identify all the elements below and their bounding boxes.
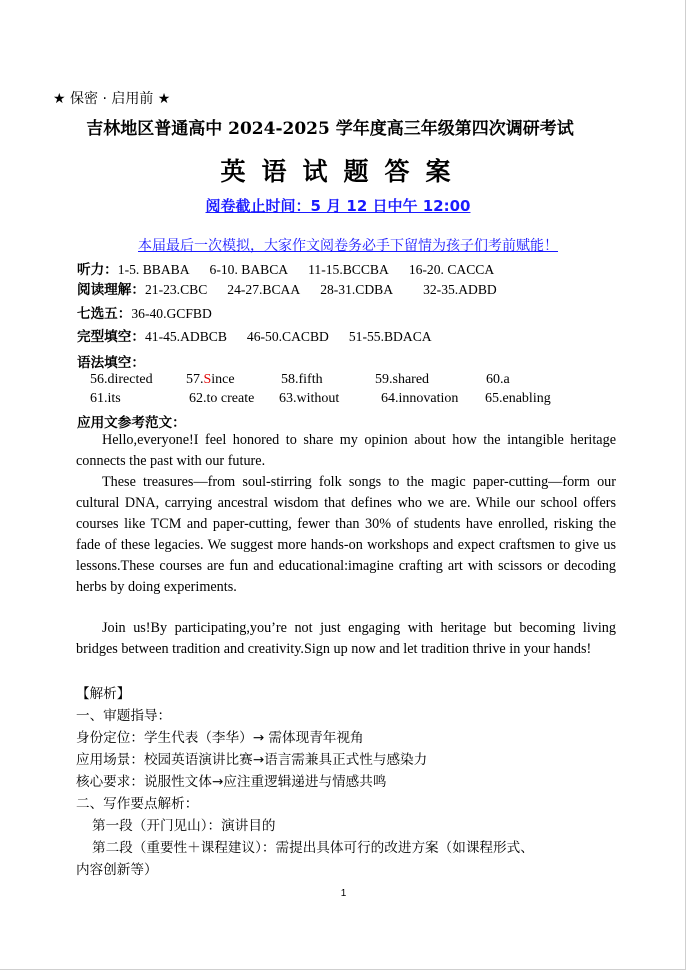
answer-item: 58.fifth xyxy=(281,372,323,387)
answer-item: 64.innovation xyxy=(381,391,459,406)
seven-five-answers xyxy=(77,302,232,322)
exam-title: 吉林地区普通高中 2024-2025 学年度高三年级第四次调研考试 xyxy=(86,119,574,139)
essay-paragraph: Join us!By participating,you’re not just engaging with heritage but becoming living bridges between tradition and creativity.Sign up now and let tradition thrive in your hands! xyxy=(76,620,616,657)
analysis-line: 一、审题指导： xyxy=(76,708,172,724)
answer-group: 51-55.BDACA xyxy=(348,329,432,344)
grammar-row-2 xyxy=(0,391,687,411)
answer-group: 28-31.CDBA xyxy=(320,282,394,297)
essay-paragraph: Hello,everyone!I feel honored to share my opinion about how the intangible heritage connects the past with our future. xyxy=(76,432,616,469)
listening-answers xyxy=(77,258,514,278)
analysis-heading: 【解析】 xyxy=(76,686,131,702)
essay-label: 应用文参考范文： xyxy=(77,415,186,431)
answer-item: 59.shared xyxy=(375,372,430,387)
page-number: 1 xyxy=(340,888,347,899)
analysis-line: 核心要求：说服性文体→应注重逻辑递进与情感共鸣 xyxy=(76,774,387,790)
answer-group: 1-5. BBABA xyxy=(117,262,190,277)
answer-item: 63.without xyxy=(279,391,340,406)
answer-group: 36-40.GCFBD xyxy=(131,306,212,321)
reading-label: 阅读理解： xyxy=(77,282,145,298)
seven-five-label: 七选五： xyxy=(77,306,132,322)
answer-item: 62.to create xyxy=(189,391,255,406)
cloze-label: 完型填空： xyxy=(77,329,145,345)
answer-item: 61.its xyxy=(90,391,121,406)
answer-group: 46-50.CACBD xyxy=(246,329,329,344)
essay-section xyxy=(77,411,186,431)
answer-group: 32-35.ADBD xyxy=(423,282,497,297)
cloze-answers xyxy=(77,325,452,345)
analysis-line: 应用场景：校园英语演讲比赛→语言需兼具正式性与感染力 xyxy=(76,752,428,768)
grading-deadline: 阅卷截止时间：5 月 12 日中午 12:00 xyxy=(205,197,471,215)
page-title: 英语试题答案 xyxy=(220,157,467,186)
grammar-label: 语法填空： xyxy=(77,355,145,371)
answer-item: 56.directed xyxy=(90,372,153,387)
answer-item: 60.a xyxy=(486,372,510,387)
grammar-section xyxy=(77,351,145,371)
analysis-line: 二、写作要点解析： xyxy=(76,796,199,812)
answer-group: 24-27.BCAA xyxy=(227,282,301,297)
essay-paragraph: These treasures—from soul-stirring folk songs to the magic paper-cutting—form our cultural DNA, carrying ancestral wisdom that defines who we are. While our school offers courses like TCM and paper-cutting, fewer than 30% of students have enrolled, risking the fade of these legacies. We suggest more hands-on workshops and expect craftsmen to give us lessons.These courses are fun and educational:imagine crafting art with scissors or decoding herbs by doing experiments. xyxy=(76,474,616,595)
analysis-line: 身份定位：学生代表（李华）→ 需体现青年视角 xyxy=(76,730,364,746)
corrected-letter: S xyxy=(203,372,212,387)
reading-answers xyxy=(77,278,517,298)
answer-group: 6-10. BABCA xyxy=(209,262,289,277)
analysis-line: 第二段（重要性＋课程建议）：需提出具体可行的改进方案（如课程形式、 xyxy=(92,840,534,856)
answer-group: 21-23.CBC xyxy=(144,282,208,297)
answer-group: 11-15.BCCBA xyxy=(308,262,389,277)
grammar-row-1 xyxy=(0,372,687,392)
answer-item: 57.Since xyxy=(186,372,235,387)
answer-item: 65.enabling xyxy=(485,391,551,406)
answer-group: 16-20. CACCA xyxy=(408,262,495,277)
analysis-line: 第一段（开门见山）：演讲目的 xyxy=(92,818,276,834)
confidential-mark: ★ 保密 · 启用前 ★ xyxy=(53,91,171,107)
listening-label: 听力： xyxy=(77,262,118,278)
grading-notice: 本届最后一次模拟，大家作文阅卷务必手下留情为孩子们考前赋能！ xyxy=(138,238,558,254)
answer-group: 41-45.ADBCB xyxy=(144,329,227,344)
analysis-line: 内容创新等） xyxy=(76,862,158,878)
